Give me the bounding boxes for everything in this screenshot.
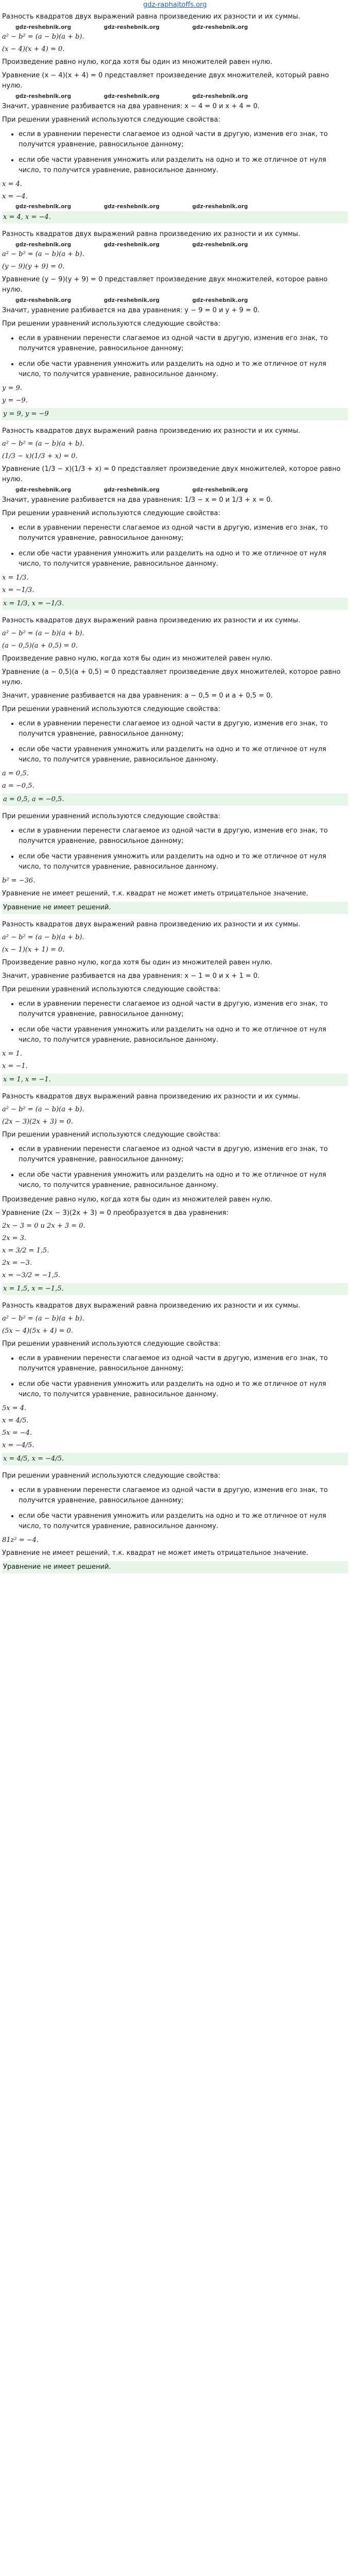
prop-item: • если в уравнении перенести слагаемое из одной части в другую, изменив его знак, то получится уравнение, равносильное данному; — [19, 1142, 348, 1167]
split-text: Значит, уравнение разбивается на два уравнения: a − 0,5 = 0 и a + 0,5 = 0. — [2, 692, 273, 700]
watermark: gdz-reshebnik.org gdz-reshebnik.org gdz-reshebnik.org — [15, 204, 248, 210]
props-intro: При решении уравнений используются следующие свойства: — [2, 320, 220, 328]
props-list — [2, 996, 348, 1048]
solution-section-8 — [2, 1299, 348, 1469]
solution-section-2 — [2, 228, 348, 425]
intro-text: Разность квадратов двух выражений равна произведению их разности и их суммы. — [2, 921, 301, 928]
solution-section-9 — [2, 1469, 348, 1578]
props-list — [2, 127, 348, 178]
solution-section-5 — [2, 810, 348, 918]
split-text: 2x − 3 = 0 и 2x + 3 = 0. — [2, 1222, 85, 1230]
step: 2x = 3. — [2, 1234, 27, 1242]
props-intro: При решении уравнений используются следующие свойства: — [2, 1340, 220, 1348]
solution-section-6 — [2, 918, 348, 1090]
identity-formula: a² − b² = (a − b)(a + b). — [2, 440, 84, 448]
watermark: gdz-reshebnik.org gdz-reshebnik.org gdz-reshebnik.org — [15, 487, 248, 493]
zero-rule-text: Произведение равно нулю, когда хотя бы один из множителей равен нулю. — [2, 1196, 273, 1204]
answer: x = 4/5, x = −4/5. — [2, 1453, 348, 1465]
zero-rule-text: Произведение равно нулю, когда хотя бы один из множителей равен нулю. — [2, 655, 273, 663]
step: 5x = −4. — [2, 1429, 32, 1437]
answer: Уравнение не имеет решений. — [2, 1561, 348, 1573]
product-text: Уравнение (2x − 3)(2x + 3) = 0 преобразуется в два уравнения: — [2, 1209, 229, 1217]
equation: (y − 9)(y + 9) = 0. — [2, 263, 65, 270]
step: y = −9. — [2, 397, 28, 404]
equation: (1/3 − x)(1/3 + x) = 0. — [2, 452, 78, 460]
step: x = 3/2 = 1,5. — [2, 1247, 49, 1255]
prop-item: • если в уравнении перенести слагаемое из одной части в другую, изменив его знак, то получится уравнение, равносильное данному; — [19, 331, 348, 357]
step: x = −3/2 = −1,5. — [2, 1272, 61, 1279]
product-text: Уравнение (x − 4)(x + 4) = 0 представляет произведение двух множителей, который равно нулю. — [2, 72, 329, 90]
props-intro: При решении уравнений используются следующие свойства: — [2, 1472, 220, 1480]
split-text: Значит, уравнение разбивается на два уравнения: 1/3 − x = 0 и 1/3 + x = 0. — [2, 496, 273, 504]
product-text: Уравнение (1/3 − x)(1/3 + x) = 0 представляет произведение двух множителей, которое равно нулю. — [2, 465, 341, 483]
props-list — [2, 1351, 348, 1402]
split-text: Значит, уравнение разбивается на два уравнения: y − 9 = 0 и y + 9 = 0. — [2, 307, 260, 314]
prop-item: • если в уравнении перенести слагаемое из одной части в другую, изменив его знак, то получится уравнение, равносильное данному; — [19, 127, 348, 152]
identity-formula: a² − b² = (a − b)(a + b). — [2, 630, 84, 637]
props-intro: При решении уравнений используются следующие свойства: — [2, 116, 220, 124]
intro-text: Разность квадратов двух выражений равна произведению их разности и их суммы. — [2, 1302, 301, 1310]
answer: x = 1,5, x = −1,5. — [2, 1283, 348, 1295]
prop-item: • если обе части уравнения умножить или разделить на одно и то же отличное от нуля число, то получится уравнение, равносильное данному. — [19, 1509, 348, 1534]
solution-content — [0, 10, 350, 1578]
intro-text: Разность квадратов двух выражений равна произведению их разности и их суммы. — [2, 617, 301, 624]
step: x = 1. — [2, 1050, 22, 1058]
intro-text: Разность квадратов двух выражений равна произведению их разности и их суммы. — [2, 13, 301, 21]
identity-formula: a² − b² = (a − b)(a + b). — [2, 1106, 84, 1113]
prop-item: • если в уравнении перенести слагаемое из одной части в другую, изменив его знак, то получится уравнение, равносильное данному; — [19, 520, 348, 546]
intro-text: Разность квадратов двух выражений равна произведению их разности и их суммы. — [2, 230, 301, 238]
identity-formula: a² − b² = (a − b)(a + b). — [2, 250, 84, 258]
solution-section-7 — [2, 1090, 348, 1299]
answer: Уравнение не имеет решений. — [2, 902, 348, 914]
equation: (a − 0,5)(a + 0,5) = 0. — [2, 642, 78, 650]
product-text: Уравнение не имеет решений, т.к. квадрат не может иметь отрицательное значение. — [2, 1549, 308, 1557]
solution-section-1 — [2, 10, 348, 228]
step: a = −0,5. — [2, 782, 34, 790]
equation: (x − 1)(x + 1) = 0. — [2, 946, 65, 954]
answer: x = 1, x = −1. — [2, 1074, 348, 1086]
equation: (2x − 3)(2x + 3) = 0. — [2, 1118, 73, 1126]
product-text: Уравнение не имеет решений, т.к. квадрат не может иметь отрицательное значение. — [2, 890, 308, 897]
solution-section-3 — [2, 425, 348, 614]
product-text: Уравнение (y − 9)(y + 9) = 0 представляет произведение двух множителей, которое равно нулю. — [2, 276, 328, 294]
step: x = 4. — [2, 180, 22, 188]
props-list — [2, 823, 348, 875]
identity-formula: a² − b² = (a − b)(a + b). — [2, 33, 84, 41]
prop-item: • если обе части уравнения умножить или разделить на одно и то же отличное от нуля число, то получится уравнение, равносильное данному. — [19, 357, 348, 382]
step: x = −4. — [2, 193, 28, 200]
props-intro: При решении уравнений используются следующие свойства: — [2, 1131, 220, 1139]
intro-text: Разность квадратов двух выражений равна произведению их разности и их суммы. — [2, 1093, 301, 1100]
prop-item: • если в уравнении перенести слагаемое из одной части в другую, изменив его знак, то получится уравнение, равносильное данному; — [19, 996, 348, 1022]
intro-text: Разность квадратов двух выражений равна произведению их разности и их суммы. — [2, 427, 301, 435]
equation: b² = −36. — [2, 877, 36, 885]
answer: x = 4, x = −4. — [2, 211, 348, 224]
prop-item: • если обе части уравнения умножить или разделить на одно и то же отличное от нуля число, то получится уравнение, равносильное данному. — [19, 1377, 348, 1402]
answer: x = 1/3, x = −1/3. — [2, 598, 348, 610]
step: y = 9. — [2, 384, 22, 392]
zero-rule-text: Произведение равно нулю, когда хотя бы один из множителей равен нулю. — [2, 959, 273, 967]
product-text: Уравнение (a − 0,5)(a + 0,5) = 0 представляет произведение двух множителей, которое равно нулю. — [2, 668, 341, 686]
identity-formula: a² − b² = (a − b)(a + b). — [2, 934, 84, 941]
step: x = 4/5. — [2, 1417, 29, 1425]
prop-item: • если обе части уравнения умножить или разделить на одно и то же отличное от нуля число, то получится уравнение, равносильное данному. — [19, 546, 348, 572]
props-list — [2, 520, 348, 572]
prop-item: • если обе части уравнения умножить или разделить на одно и то же отличное от нуля число, то получится уравнение, равносильное данному. — [19, 849, 348, 875]
prop-item: • если обе части уравнения умножить или разделить на одно и то же отличное от нуля число, то получится уравнение, равносильное данному. — [19, 1022, 348, 1048]
props-list — [2, 1483, 348, 1534]
step: x = −1. — [2, 1062, 28, 1070]
prop-item: • если обе части уравнения умножить или разделить на одно и то же отличное от нуля число, то получится уравнение, равносильное данному. — [19, 152, 348, 178]
step: 2x = −3. — [2, 1259, 32, 1267]
equation: 81z² = −4. — [2, 1536, 39, 1544]
props-intro: При решении уравнений используются следующие свойства: — [2, 510, 220, 517]
step: x = −1/3. — [2, 586, 34, 594]
props-list — [2, 716, 348, 768]
watermark: gdz-reshebnik.org gdz-reshebnik.org gdz-reshebnik.org — [15, 24, 248, 30]
prop-item: • если в уравнении перенести слагаемое из одной части в другую, изменив его знак, то получится уравнение, равносильное данному; — [19, 716, 348, 742]
props-list — [2, 1142, 348, 1193]
step: x = 1/3. — [2, 574, 29, 582]
split-text: Значит, уравнение разбивается на два уравнения: x − 1 = 0 и x + 1 = 0. — [2, 972, 260, 980]
equation: (x − 4)(x + 4) = 0. — [2, 45, 65, 53]
step: x = −4/5. — [2, 1442, 34, 1449]
step: a = 0,5. — [2, 770, 29, 777]
solution-section-4 — [2, 614, 348, 810]
split-text: Значит, уравнение разбивается на два уравнения: x − 4 = 0 и x + 4 = 0. — [2, 103, 260, 110]
props-list — [2, 331, 348, 382]
header-link[interactable]: gdz-raphajtoffs.org — [143, 1, 207, 9]
prop-item: • если в уравнении перенести слагаемое из одной части в другую, изменив его знак, то получится уравнение, равносильное данному; — [19, 823, 348, 849]
props-intro: При решении уравнений используются следующие свойства: — [2, 812, 220, 820]
step: 5x = 4. — [2, 1404, 27, 1412]
prop-item: • если в уравнении перенести слагаемое из одной части в другую, изменив его знак, то получится уравнение, равносильное данному; — [19, 1483, 348, 1509]
prop-item: • если в уравнении перенести слагаемое из одной части в другую, изменив его знак, то получится уравнение, равносильное данному; — [19, 1351, 348, 1377]
watermark: gdz-reshebnik.org gdz-reshebnik.org gdz-reshebnik.org — [15, 242, 248, 248]
identity-formula: a² − b² = (a − b)(a + b). — [2, 1315, 84, 1323]
answer: a = 0,5, a = −0,5. — [2, 793, 348, 806]
props-intro: При решении уравнений используются следующие свойства: — [2, 705, 220, 713]
watermark: gdz-reshebnik.org gdz-reshebnik.org gdz-reshebnik.org — [15, 297, 248, 303]
zero-rule-text: Произведение равно нулю, когда хотя бы один из множителей равен нулю. — [2, 58, 273, 66]
watermark: gdz-reshebnik.org gdz-reshebnik.org gdz-reshebnik.org — [15, 93, 248, 99]
equation: (5x − 4)(5x + 4) = 0. — [2, 1327, 73, 1335]
answer: y = 9, y = −9 — [2, 408, 348, 420]
props-intro: При решении уравнений используются следующие свойства: — [2, 986, 220, 993]
prop-item: • если обе части уравнения умножить или разделить на одно и то же отличное от нуля число, то получится уравнение, равносильное данному. — [19, 1167, 348, 1193]
prop-item: • если обе части уравнения умножить или разделить на одно и то же отличное от нуля число, то получится уравнение, равносильное данному. — [19, 742, 348, 768]
